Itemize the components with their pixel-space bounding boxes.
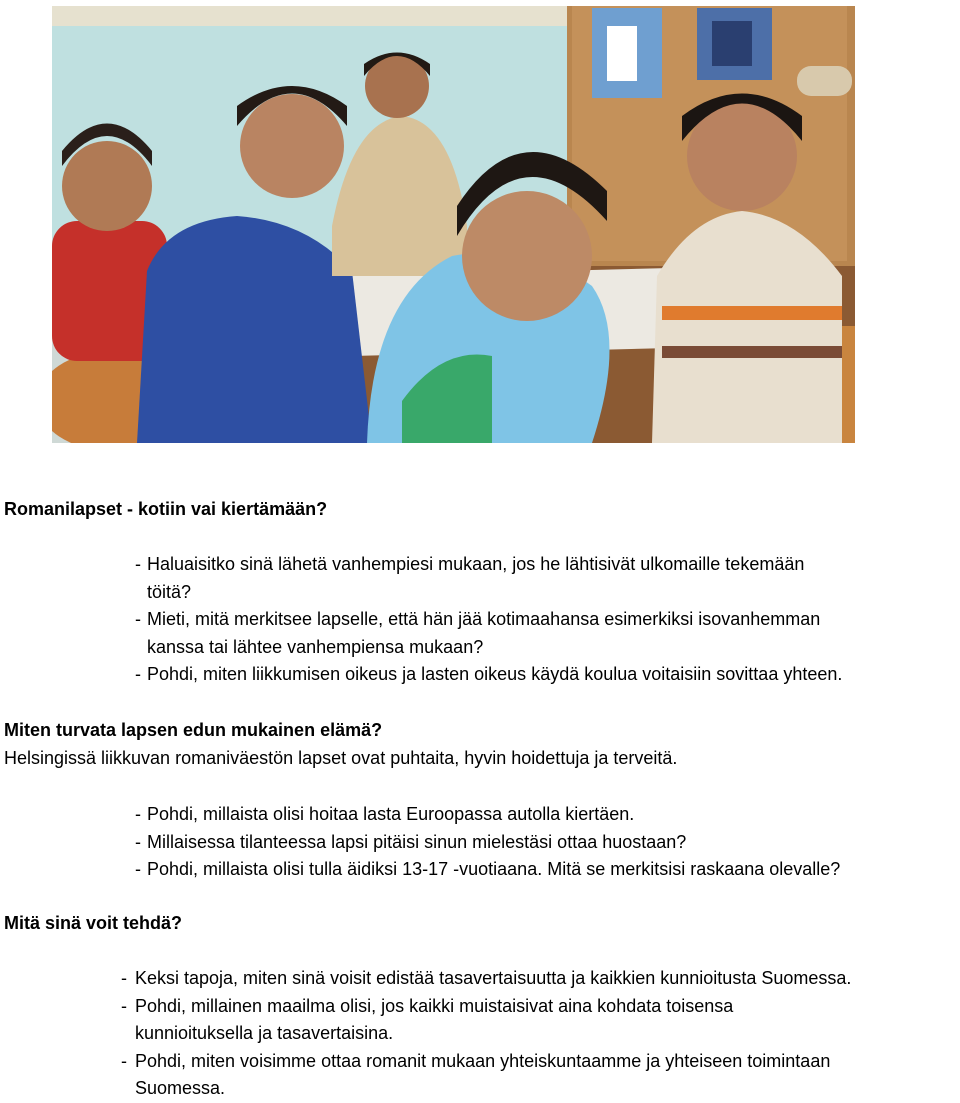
question-list-3 bbox=[121, 965, 957, 1103]
list-item: - Haluaisitko sinä lähetä vanhempiesi mukaan, jos he lähtisivät ulkomaille tekemään töitä? bbox=[135, 554, 805, 602]
question-list-2 bbox=[135, 801, 955, 884]
list-item: - Pohdi, miten liikkumisen oikeus ja lasten oikeus käydä koulua voitaisiin sovittaa yhteen. bbox=[135, 664, 843, 684]
list-item: - Mieti, mitä merkitsee lapselle, että hän jää kotimaahansa esimerkiksi isovanhemman kanssa tai lähtee vanhempiensa mukaan? bbox=[135, 609, 821, 657]
list-item: - Pohdi, millaista olisi tulla äidiksi 13-17 -vuotiaana. Mitä se merkitsisi raskaana olevalle? bbox=[135, 859, 841, 879]
section-title-child-best-interest: Miten turvata lapsen edun mukainen elämä? bbox=[4, 720, 383, 740]
section-title-what-can-you-do: Mitä sinä voit tehdä? bbox=[4, 913, 183, 933]
question-list-1 bbox=[135, 551, 955, 689]
list-item: - Millaisessa tilanteessa lapsi pitäisi sinun mielestäsi ottaa huostaan? bbox=[135, 831, 687, 852]
classroom-photo bbox=[52, 6, 855, 443]
list-item: - Pohdi, millaista olisi hoitaa lasta Euroopassa autolla kiertäen. bbox=[135, 804, 635, 824]
list-item: - Keksi tapoja, miten sinä voisit edistää tasavertaisuutta ja kaikkien kunnioitusta Suomessa. bbox=[121, 968, 852, 988]
section-title-romani-children: Romanilapset - kotiin vai kiertämään? bbox=[4, 499, 328, 519]
list-item: - Pohdi, miten voisimme ottaa romanit mukaan yhteiskuntaamme ja yhteiseen toimintaan Suomessa. bbox=[121, 1050, 831, 1098]
intro-paragraph: Helsingissä liikkuvan romaniväestön lapset ovat puhtaita, hyvin hoidettuja ja terveitä. bbox=[4, 748, 678, 768]
list-item: - Pohdi, millainen maailma olisi, jos kaikki muistaisivat aina kohdata toisensa kunnioituksella ja tasavertaisina. bbox=[121, 995, 734, 1043]
